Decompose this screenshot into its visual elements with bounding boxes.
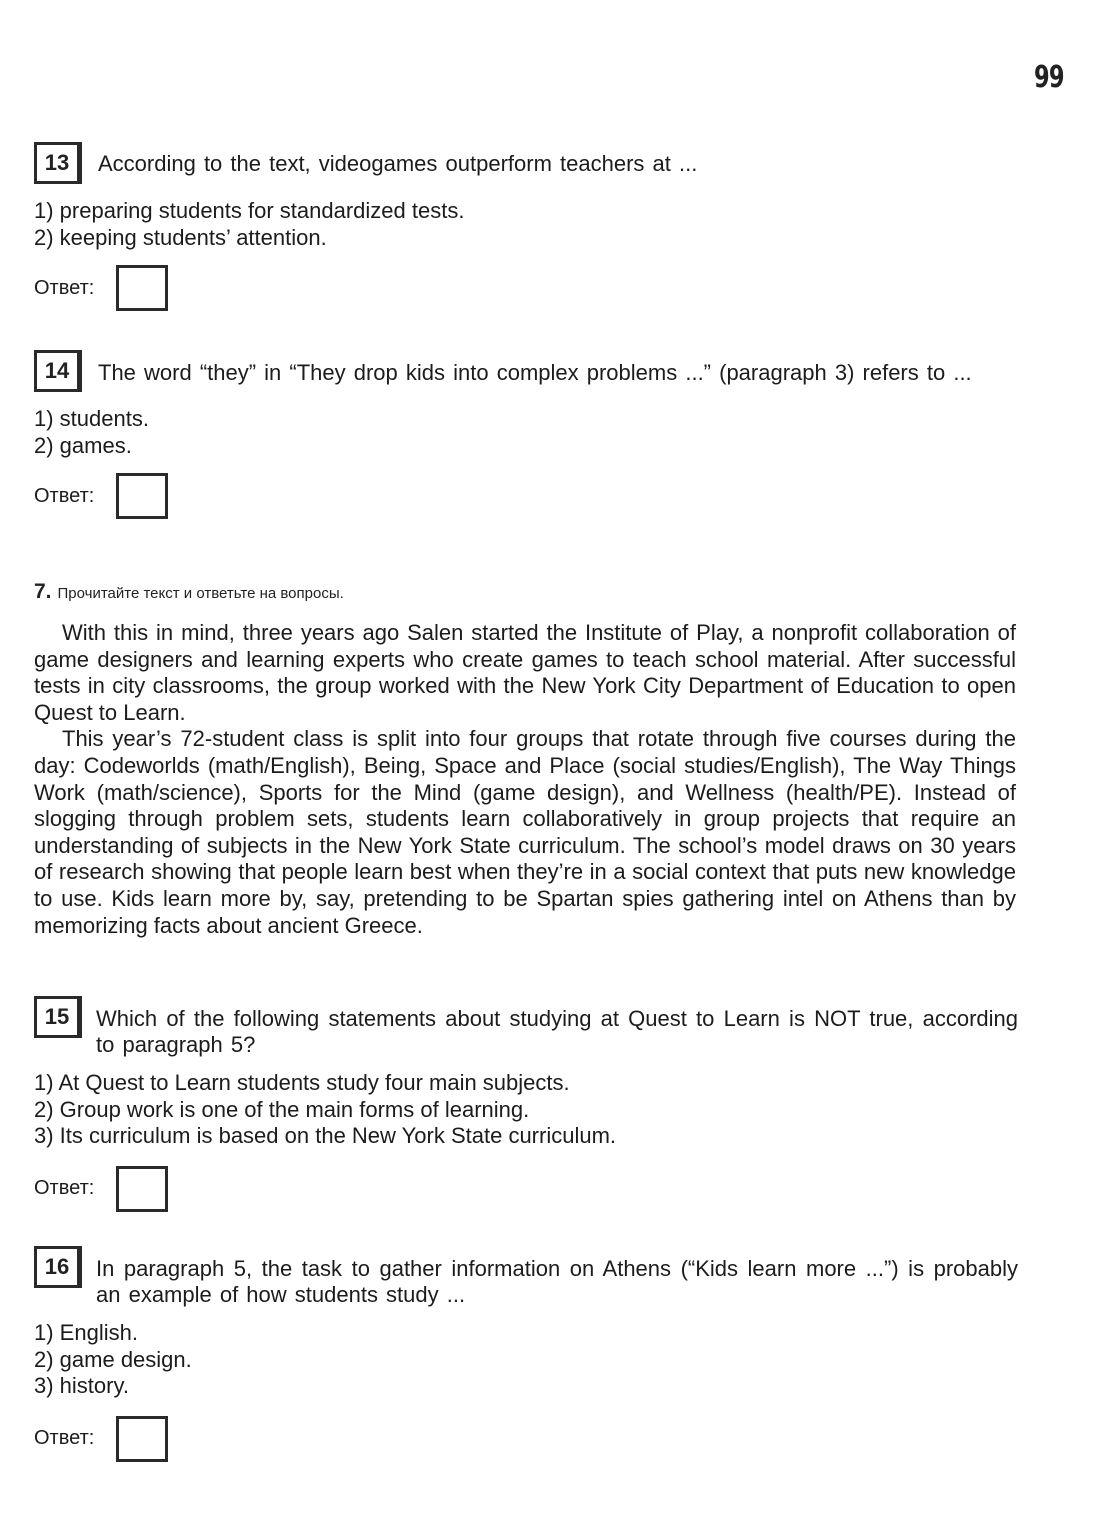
question-text: According to the text, videogames outperform teachers at ... [98,151,698,176]
options-list [34,406,1018,459]
page-number: 99 [1034,60,1064,95]
task-number-box: 16 [34,1246,82,1288]
answer-box[interactable] [116,1166,168,1212]
options-list [34,198,1018,251]
task-number-box: 15 [34,996,82,1038]
answer-box[interactable] [116,1416,168,1462]
answer-box[interactable] [116,265,168,311]
answer-row [34,473,1018,519]
answer-label: Ответ: [34,484,95,507]
option-1: 1) preparing students for standardized tests. [34,198,465,223]
passage-paragraph: With this in mind, three years ago Salen started the Institute of Play, a nonprofit collaboration of game designers and learning experts who create games to teach school material. After successful tests in city classrooms, the group worked with the New York City Department of Education to open Quest to Learn. [34,620,1016,725]
question-text: Which of the following statements about studying at Quest to Learn is NOT true, according to paragraph 5? [96,1006,1018,1057]
answer-row [34,265,1018,311]
option-1: 1) students. [34,406,149,431]
task-header [34,350,1018,394]
options-list [34,1320,1018,1400]
section-instruction: Прочитайте текст и ответьте на вопросы. [57,585,344,602]
options-list [34,1070,1018,1150]
answer-box[interactable] [116,473,168,519]
option-2: 2) games. [34,432,132,458]
option-2: 2) Group work is one of the main forms of learning. [34,1096,530,1122]
option-2: 2) game design. [34,1346,192,1372]
answer-row [34,1166,1018,1212]
passage-paragraph: This year’s 72-student class is split into four groups that rotate through five courses during the day: Codeworlds (math/English), Being, Space and Place (social studies/English), The Way Things Work (math/science), Sports for the Mind (game design), and Wellness (health/PE). Instead of slogging through problem sets, students learn collaboratively in group projects that require an understanding of subjects in the New York State curriculum. The school’s model draws on 30 years of research showing that people learn best when they’re in a social context that puts new knowledge to use. Kids learn more by, say, pretending to be Spartan spies gathering intel on Athens than by memorizing facts about ancient Greece. [34,726,1016,938]
option-2: 2) keeping students’ attention. [34,224,327,250]
option-1: 1) At Quest to Learn students study four main subjects. [34,1070,570,1095]
task-number-box: 13 [34,142,82,184]
task-14 [34,350,1018,519]
task-header [34,1246,1018,1308]
section-heading [34,580,344,604]
section-number: 7. [34,580,52,603]
answer-label: Ответ: [34,1427,95,1449]
task-15 [34,996,1018,1212]
task-number-box: 14 [34,350,82,392]
task-header [34,142,1018,186]
option-3: 3) Its curriculum is based on the New York State curriculum. [34,1123,617,1148]
option-3: 3) history. [34,1373,129,1398]
task-header [34,996,1018,1058]
reading-passage [34,620,1016,939]
answer-label: Ответ: [34,276,95,299]
question-text: In paragraph 5, the task to gather information on Athens (“Kids learn more ...”) is probably an example of how students study ... [96,1256,1018,1307]
task-13 [34,142,1018,311]
task-16 [34,1246,1018,1462]
answer-row [34,1416,1018,1462]
option-1: 1) English. [34,1320,138,1345]
question-text: The word “they” in “They drop kids into complex problems ...” (paragraph 3) refers to ... [98,360,972,385]
answer-label: Ответ: [34,1177,95,1199]
